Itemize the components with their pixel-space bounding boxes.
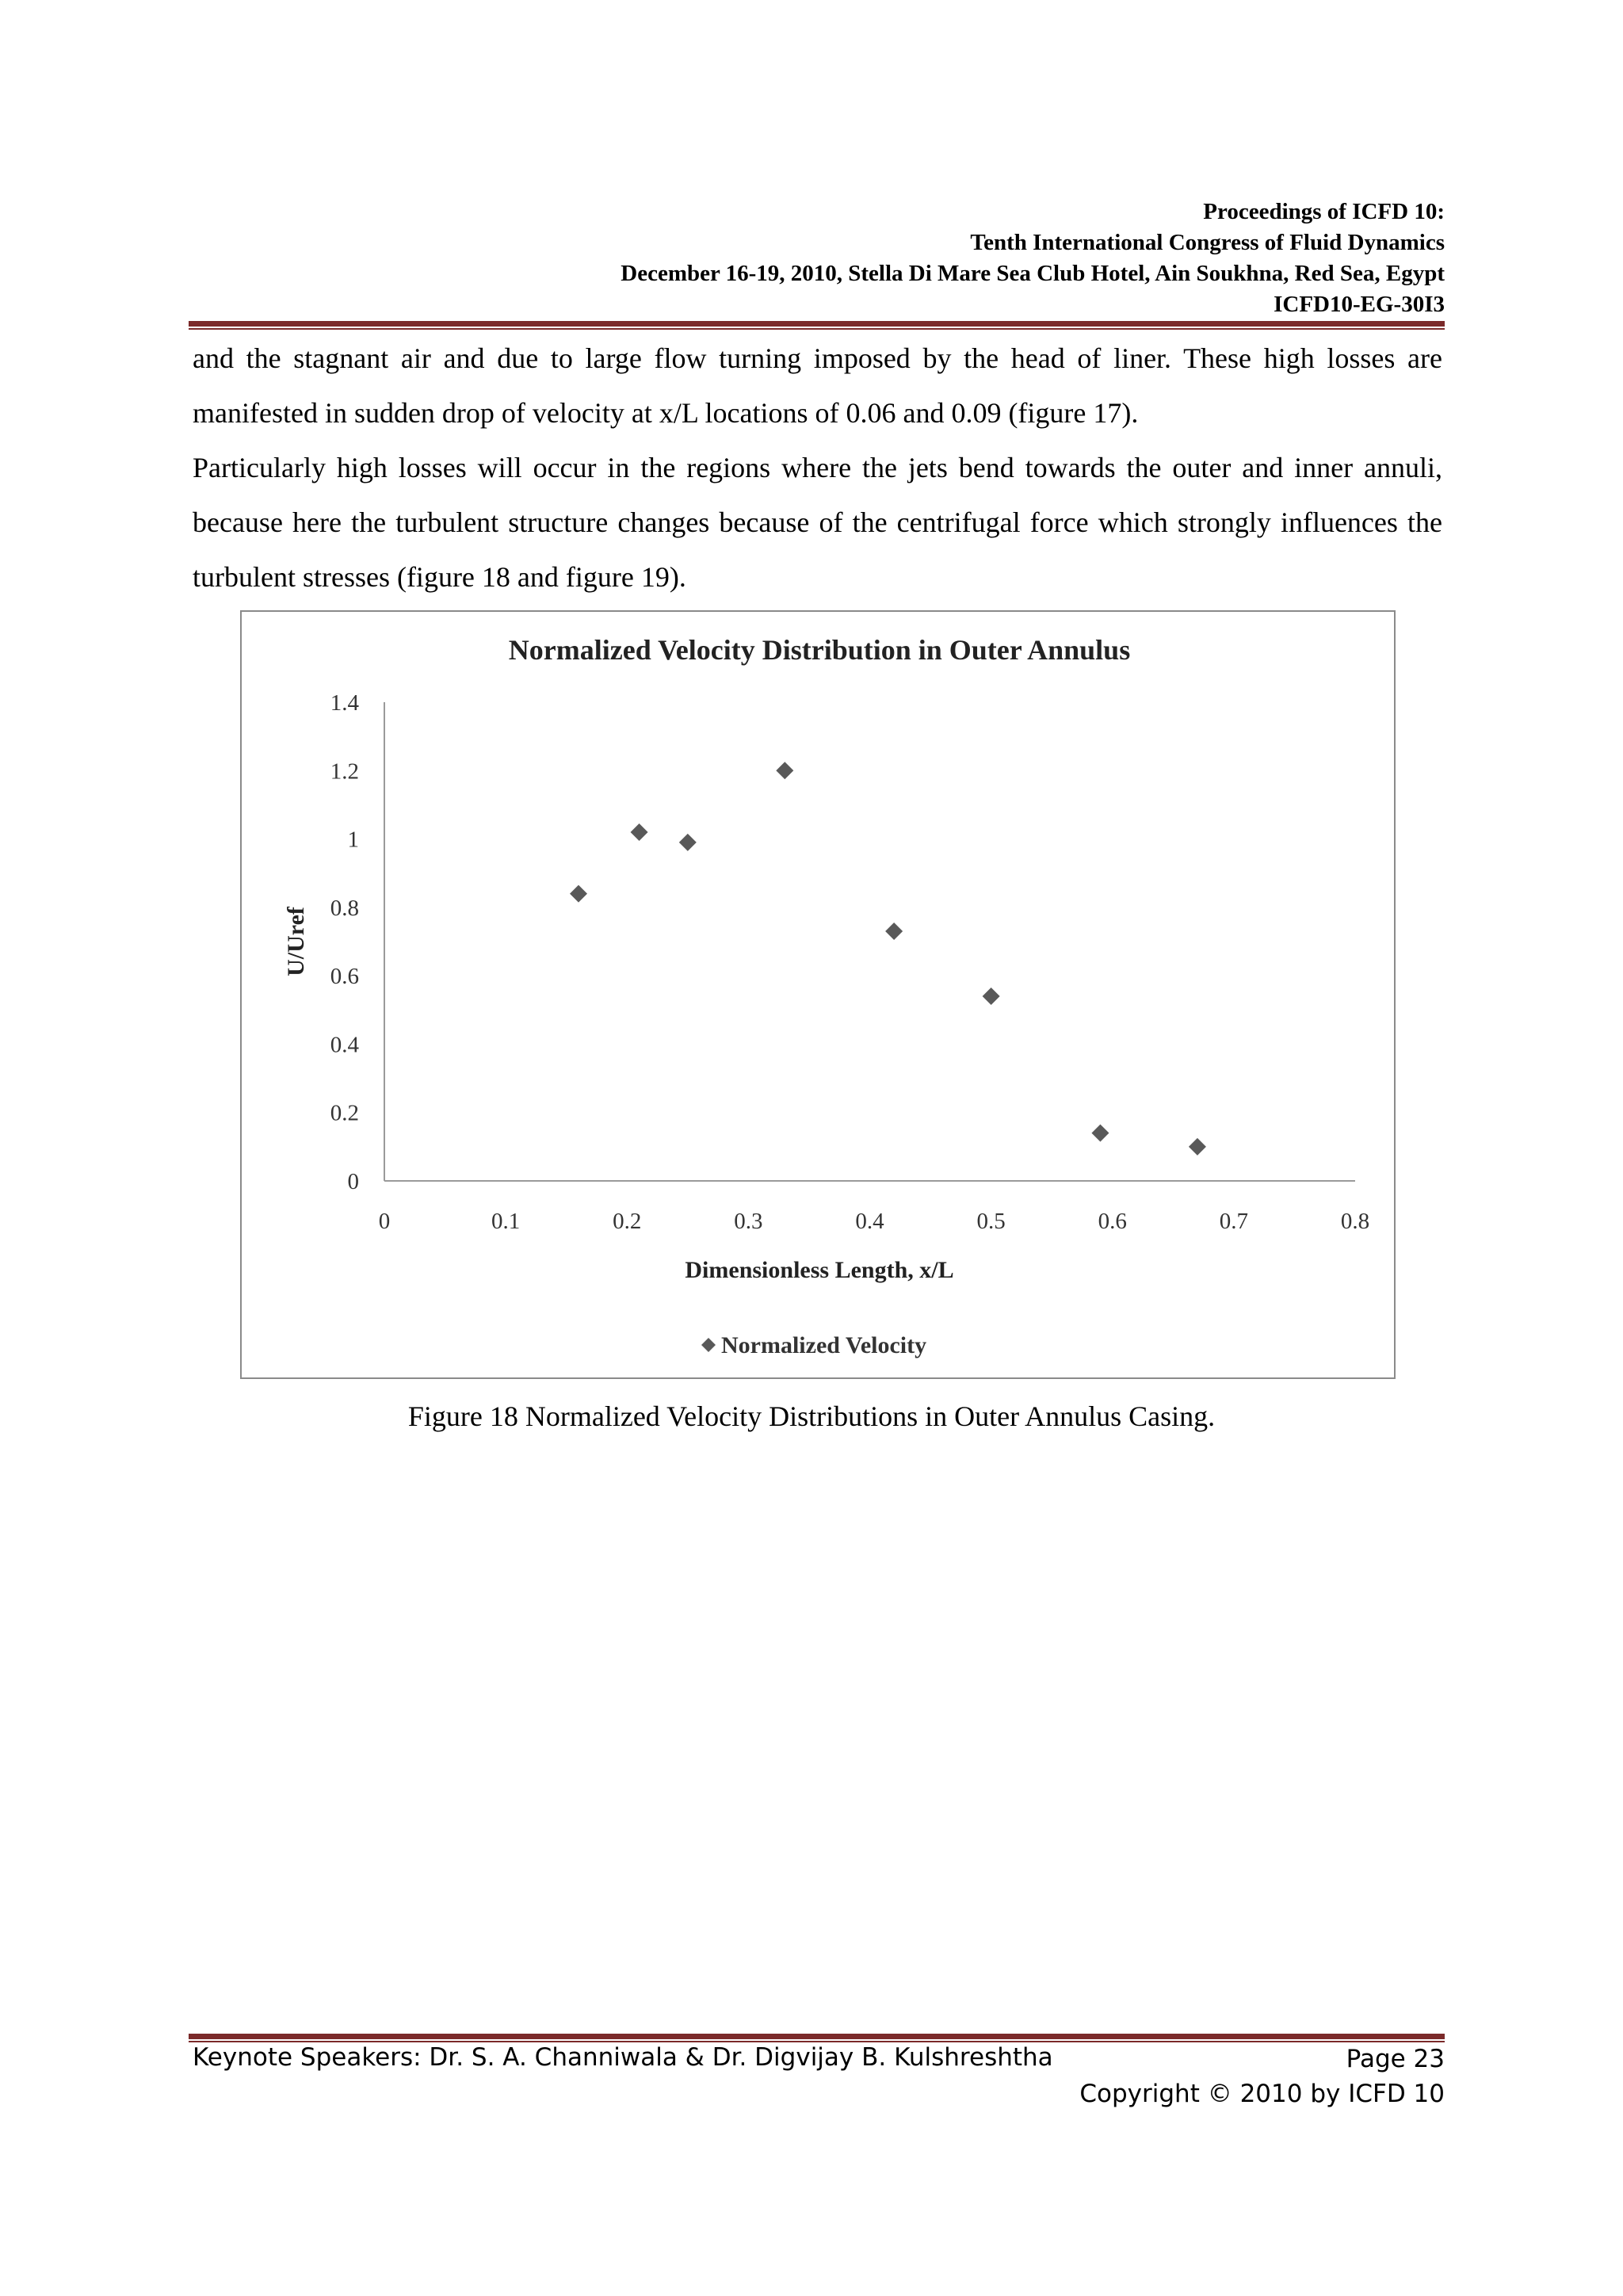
- y-tick-label: 0.6: [330, 964, 359, 990]
- header-line-3: December 16-19, 2010, Stella Di Mare Sea Club Hotel, Ain Soukhna, Red Sea, Egypt: [621, 261, 1445, 286]
- page-number: Page 23: [1346, 2045, 1445, 2073]
- figure-caption: Figure 18 Normalized Velocity Distributions in Outer Annulus Casing.: [407, 1400, 1216, 1432]
- y-tick-label: 0.8: [330, 895, 359, 921]
- body-text: [193, 331, 1442, 605]
- y-tick-label: 0.2: [330, 1100, 359, 1126]
- y-tick-label: 1.2: [330, 758, 359, 785]
- data-point-diamond: [570, 885, 587, 903]
- copyright: Copyright © 2010 by ICFD 10: [1079, 2080, 1445, 2108]
- data-point-diamond: [885, 923, 903, 940]
- paragraph-2: Particularly high losses will occur in the regions where the jets bend towards the outer and inner annuli, because here the turbulent structure changes because of the centrifugal force which strongly influences the turbulent stresses (figure 18 and figure 19).: [193, 452, 1442, 593]
- data-point-diamond: [1091, 1125, 1109, 1142]
- data-point-diamond: [679, 834, 697, 851]
- data-point-diamond: [776, 762, 793, 779]
- scatter-chart: [242, 612, 1397, 1381]
- header-rule-thick: [189, 321, 1445, 327]
- figure-chart: [240, 610, 1396, 1379]
- x-tick-label: 0.8: [1340, 1209, 1370, 1234]
- footer-right: [1079, 2042, 1445, 2111]
- data-point-diamond: [1189, 1138, 1206, 1156]
- chart-title: Normalized Velocity Distribution in Outer Annulus: [508, 634, 1131, 666]
- legend-label: Normalized Velocity: [721, 1332, 927, 1358]
- data-point-diamond: [983, 988, 1000, 1005]
- x-tick-label: 0.3: [734, 1209, 763, 1234]
- x-tick-label: 0.4: [855, 1209, 884, 1234]
- header-line-1: Proceedings of ICFD 10:: [1203, 199, 1445, 224]
- legend-marker-diamond: [701, 1338, 716, 1352]
- y-tick-label: 0.4: [330, 1032, 359, 1058]
- x-tick-label: 0.7: [1219, 1209, 1248, 1234]
- x-tick-label: 0.5: [976, 1209, 1006, 1234]
- header-line-4: ICFD10-EG-30I3: [1274, 292, 1445, 317]
- y-axis-label: U/Uref: [283, 907, 309, 976]
- header-rule-thin: [189, 328, 1445, 330]
- footer-rule-thick: [189, 2034, 1445, 2039]
- paragraph-1: and the stagnant air and due to large flow turning imposed by the head of liner. These high losses are manifested in sudden drop of velocity at x/L locations of 0.06 and 0.09 (figure 17).: [193, 342, 1442, 429]
- header-line-2: Tenth International Congress of Fluid Dynamics: [970, 230, 1445, 255]
- data-point-diamond: [631, 823, 648, 841]
- y-tick-label: 1.4: [330, 690, 359, 716]
- x-tick-label: 0.1: [491, 1209, 521, 1234]
- y-tick-label: 1: [347, 827, 359, 853]
- x-tick-label: 0.6: [1098, 1209, 1127, 1234]
- x-axis-label: Dimensionless Length, x/L: [685, 1257, 954, 1283]
- footer-speakers: Keynote Speakers: Dr. S. A. Channiwala & Dr. Digvijay B. Kulshreshtha: [193, 2043, 1053, 2072]
- x-tick-label: 0: [378, 1209, 391, 1234]
- x-tick-label: 0.2: [613, 1209, 642, 1234]
- y-tick-label: 0: [347, 1169, 359, 1194]
- proceedings-header: [621, 197, 1445, 320]
